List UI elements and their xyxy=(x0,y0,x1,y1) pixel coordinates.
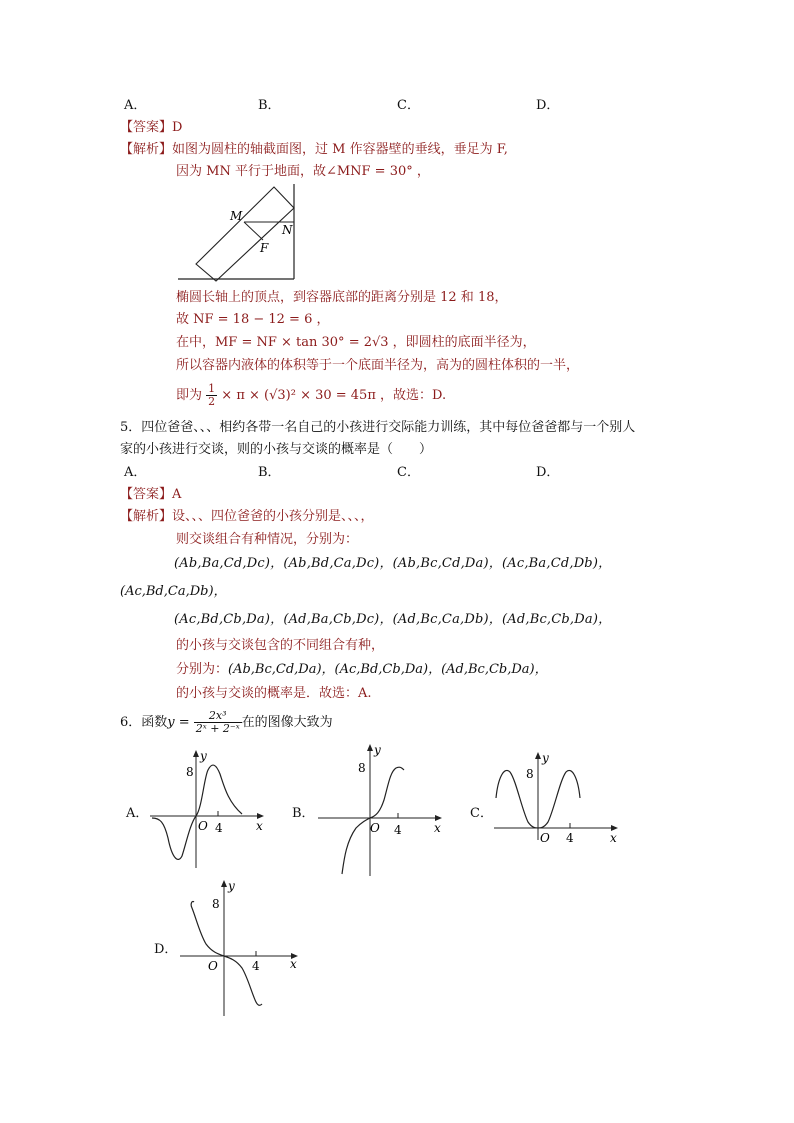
graph-a-tick-x: 4 xyxy=(215,821,223,835)
graph-a-tick-y: 8 xyxy=(186,765,194,779)
half-fraction: $\frac{1}{2}$ xyxy=(208,382,216,408)
answer-tag: 【答案】 xyxy=(120,487,173,502)
label-f: F xyxy=(260,241,269,255)
q5-combos-row1: (Ab,Ba,Cd,Dc)，(Ab,Bd,Ca,Dc)，(Ab,Bc,Cd,Da)，(Ac,Ba,Cd,Db)， xyxy=(174,556,612,571)
graph-b-label: B． xyxy=(292,806,315,821)
q5-combos-row2: (Ac,Bd,Ca,Db)， xyxy=(120,584,227,599)
analysis-tag: 【解析】 xyxy=(120,509,173,524)
answer-tag: 【答案】 xyxy=(120,120,173,135)
q6-stem xyxy=(120,708,333,738)
q4-answer xyxy=(120,120,182,136)
q5-option-a: A． xyxy=(124,465,147,480)
q5-option-b: B． xyxy=(258,465,281,480)
q4-analysis-line3: 椭圆长轴上的顶点，到容器底部的距离分别是 12 和 18， xyxy=(176,290,508,305)
graph-a xyxy=(146,748,268,872)
q5-answer xyxy=(120,487,181,503)
graph-d-label: D． xyxy=(154,942,178,957)
graph-c-x-axis: x xyxy=(610,831,617,845)
graph-d-y-axis: y xyxy=(228,879,235,893)
q5-stem-line2: 家的小孩进行交谈，则的小孩与交谈的概率是（ ） xyxy=(120,442,433,457)
q5-analysis-line5: 的小孩与交谈的概率是．故选：A. xyxy=(176,686,372,701)
answer-value: A xyxy=(172,487,182,502)
q4-analysis-line2: 因为 MN 平行于地面，故∠MNF = 30° ， xyxy=(176,164,430,179)
analysis-text: 如图为圆柱的轴截面图，过 M 作容器壁的垂线，垂足为 F, xyxy=(172,142,508,157)
q5-analysis-line1 xyxy=(120,509,374,525)
analysis-tag: 【解析】 xyxy=(120,142,173,157)
graph-a-origin: O xyxy=(198,819,208,833)
q5-combos-row3: (Ac,Bd,Cb,Da)，(Ad,Ba,Cb,Dc)，(Ad,Bc,Ca,Db)，(Ad,Bc,Cb,Da)， xyxy=(174,612,612,627)
graph-c-y-axis: y xyxy=(542,751,549,765)
q6-stem-suffix: 在的图像大致为 xyxy=(241,715,333,730)
graph-b-origin: O xyxy=(370,821,380,835)
graph-a-y-axis: y xyxy=(200,749,207,763)
option-a: A． xyxy=(124,98,147,113)
q4-analysis-line4: 故 NF = 18 − 12 = 6 ， xyxy=(176,312,330,327)
graph-a-label: A． xyxy=(126,806,149,821)
graph-d xyxy=(178,878,306,1020)
option-c: C． xyxy=(397,98,420,113)
cylinder-figure xyxy=(176,182,304,282)
q5-analysis-line4 xyxy=(176,662,548,678)
answer-value: D xyxy=(172,120,183,135)
option-d: D． xyxy=(536,98,560,113)
graph-b-x-axis: x xyxy=(434,821,441,835)
graph-d-x-axis: x xyxy=(290,957,297,971)
analysis-text: 设、、、四位爸爸的小孩分别是、、、， xyxy=(172,509,374,524)
q4-analysis-line6: 所以容器内液体的体积等于一个底面半径为，高为的圆柱体积的一半， xyxy=(176,358,580,373)
q4-last-expr: × π × (√3)² × 30 = 45π ，故选：D. xyxy=(221,388,447,403)
q4-last-prefix: 即为 xyxy=(176,388,203,403)
q5-analysis-line3: 的小孩与交谈包含的不同组合有种， xyxy=(176,638,385,653)
graph-b-tick-y: 8 xyxy=(358,761,366,775)
q6-stem-prefix: 6．函数 xyxy=(120,715,168,730)
q5-option-d: D． xyxy=(536,465,560,480)
q4-analysis-line7 xyxy=(176,382,446,410)
q5-stem-line1: 5．四位爸爸、、、相约各带一名自己的小孩进行交际能力训练，其中每位爸爸都与一个别人 xyxy=(120,420,636,435)
q6-func-fraction: $\frac{\text{2x³}}{\text{2ˣ + 2⁻ˣ}}$ xyxy=(195,709,240,735)
graph-c-label: C． xyxy=(470,806,493,821)
q4-analysis-line1 xyxy=(120,142,508,158)
graph-b-y-axis: y xyxy=(374,743,381,757)
graph-d-tick-x: 4 xyxy=(252,959,260,973)
graph-b-tick-x: 4 xyxy=(394,823,402,837)
graph-c-tick-y: 8 xyxy=(526,767,534,781)
graph-c xyxy=(490,750,624,846)
q4-analysis-line5: 在中，MF = NF × tan 30° = 2√3 ，即圆柱的底面半径为， xyxy=(176,335,536,350)
graph-c-tick-x: 4 xyxy=(566,831,574,845)
option-b: B． xyxy=(258,98,281,113)
graph-d-origin: O xyxy=(208,959,218,973)
graph-d-tick-y: 8 xyxy=(212,897,220,911)
q5-option-c: C． xyxy=(397,465,420,480)
label-m: M xyxy=(230,209,243,223)
q5-line4-prefix: 分别为： xyxy=(176,662,229,677)
graph-c-origin: O xyxy=(540,831,550,845)
q6-func-lhs: y = xyxy=(167,715,190,730)
graph-b xyxy=(314,742,448,880)
q5-line4-combos: (Ab,Bc,Cd,Da)，(Ac,Bd,Cb,Da)，(Ad,Bc,Cb,Da)， xyxy=(228,662,548,677)
label-n: N xyxy=(282,223,293,237)
q5-analysis-line2: 则交谈组合有种情况，分别为： xyxy=(176,532,359,547)
graph-a-x-axis: x xyxy=(256,819,263,833)
